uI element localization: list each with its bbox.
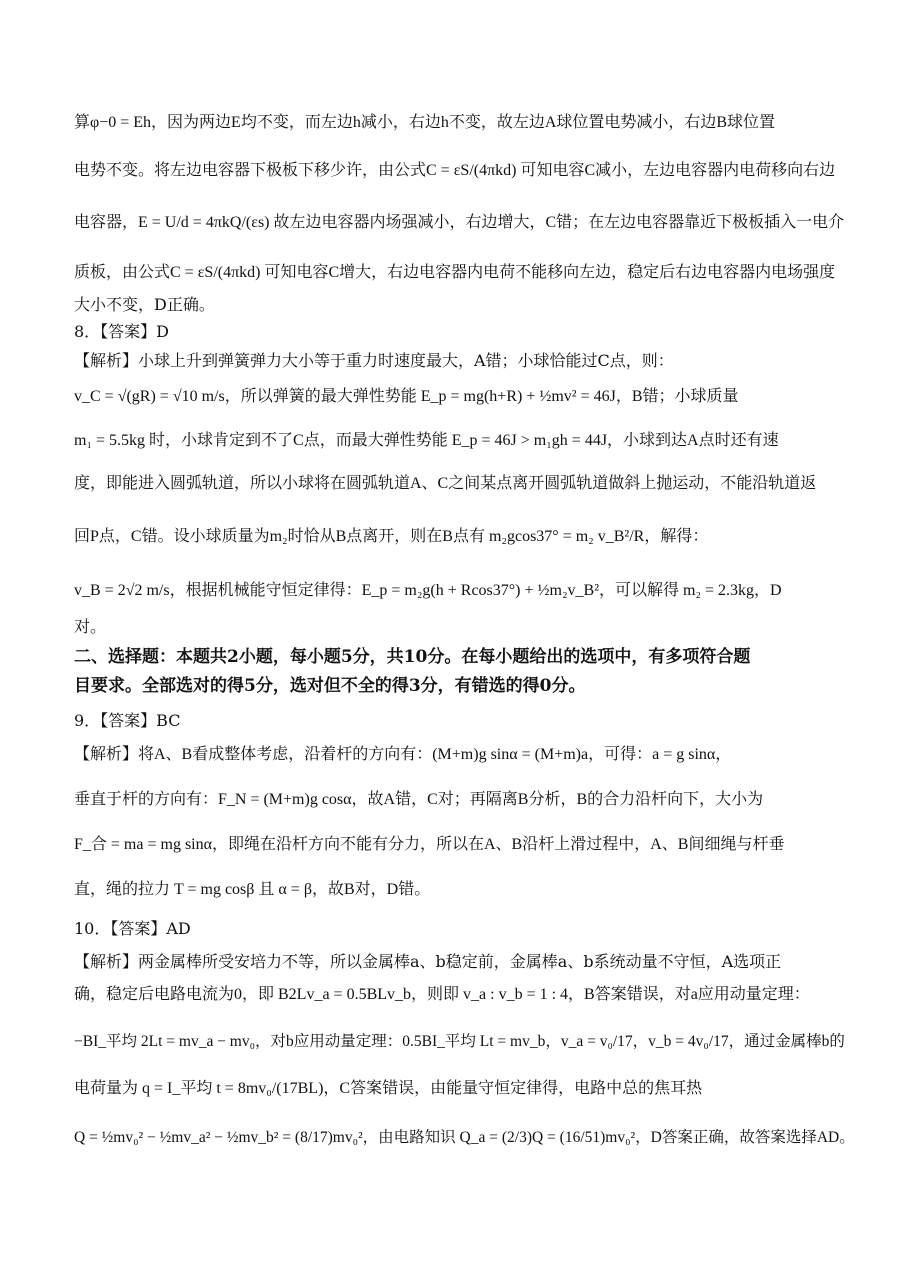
text-line: 电势不变。将左边电容器下极板下移少许，由公式C = εS/(4πkd) 可知电容C减小，左边电容器内电荷移向右边 <box>74 162 836 179</box>
text-line: 直，绳的拉力 T = mg cosβ 且 α = β，故B对，D错。 <box>74 881 431 898</box>
text-line: Q = ½mv₀² − ½mv_a² − ½mv_b² = (8/17)mv₀²，由电路知识 Q_a = (2/3)Q = (16/51)mv₀²，D答案正确，故答案选择AD。 <box>74 1129 855 1146</box>
text-line: v_C = √(gR) = √10 m/s，所以弹簧的最大弹性势能 E_p = mg(h+R) + ½mv² = 46J，B错；小球质量 <box>74 388 739 405</box>
text-line: 回P点，C错。设小球质量为m₂时恰从B点离开，则在B点有 m₂gcos37° = m₂ v_B²/R，解得： <box>74 528 709 545</box>
text-line: 【解析】两金属棒所受安培力不等，所以金属棒a、b稳定前，金属棒a、b系统动量不守恒，A选项正 <box>74 952 782 971</box>
text-line: 算φ−0 = Eh，因为两边E均不变，而左边h减小，右边h不变，故左边A球位置电势减小，右边B球位置 <box>74 114 776 131</box>
text-line: 电荷量为 q = I_平均 t = 8mv₀/(17BL)，C答案错误，由能量守恒定律得，电路中总的焦耳热 <box>74 1080 703 1097</box>
text-line: 【解析】小球上升到弹簧弹力大小等于重力时速度最大，A错；小球恰能过C点，则： <box>74 351 674 370</box>
text-line: 质板，由公式C = εS/(4πkd) 可知电容C增大，右边电容器内电荷不能移向左边，稳定后右边电容器内电场强度 <box>74 264 836 281</box>
text-line: 度，即能进入圆弧轨道，所以小球将在圆弧轨道A、C之间某点离开圆弧轨道做斜上抛运动，不能沿轨道返 <box>74 475 817 492</box>
text-line: 确，稳定后电路电流为0，即 B2Lv_a = 0.5BLv_b，则即 v_a : v_b = 1 : 4，B答案错误，对a应用动量定理： <box>74 986 810 1003</box>
text-line: 对。 <box>74 617 107 636</box>
text-line: v_B = 2√2 m/s，根据机械能守恒定律得：E_p = m₂g(h + Rcos37°) + ½m₂v_B²，可以解得 m₂ = 2.3kg，D <box>74 582 782 599</box>
text-line: 电容器，E = U/d = 4πkQ/(εs) 故左边电容器内场强减小，右边增大，C错；在左边电容器靠近下极板插入一电介 <box>74 214 845 231</box>
section-heading: 目要求。全部选对的得5分，选对但不全的得3分，有错选的得0分。 <box>74 676 586 696</box>
answer-heading-10: 10．【答案】AD <box>74 919 191 938</box>
text-line: 大小不变，D正确。 <box>74 295 215 314</box>
section-heading: 二、选择题：本题共2小题，每小题5分，共10分。在每小题给出的选项中，有多项符合题 <box>74 647 751 667</box>
text-line: m₁ = 5.5kg 时，小球肯定到不了C点，而最大弹性势能 E_p = 46J > m₁gh = 44J，小球到达A点时还有速 <box>74 432 779 449</box>
answer-heading-8: 8．【答案】D <box>74 322 170 341</box>
text-line: 【解析】将A、B看成整体考虑，沿着杆的方向有：(M+m)g sinα = (M+m)a，可得：a = g sinα， <box>74 746 732 763</box>
answer-heading-9: 9．【答案】BC <box>74 711 181 730</box>
text-line: −BI_平均 2Lt = mv_a − mv₀，对b应用动量定理：0.5BI_平均 Lt = mv_b，v_a = v₀/17，v_b = 4v₀/17，通过金属棒b的 <box>74 1033 845 1050</box>
text-line: 垂直于杆的方向有：F_N = (M+m)g cosα，故A错，C对；再隔离B分析，B的合力沿杆向下，大小为 <box>74 791 764 808</box>
text-line: F_合 = ma = mg sinα，即绳在沿杆方向不能有分力，所以在A、B沿杆上滑过程中，A、B间细绳与杆垂 <box>74 836 785 853</box>
